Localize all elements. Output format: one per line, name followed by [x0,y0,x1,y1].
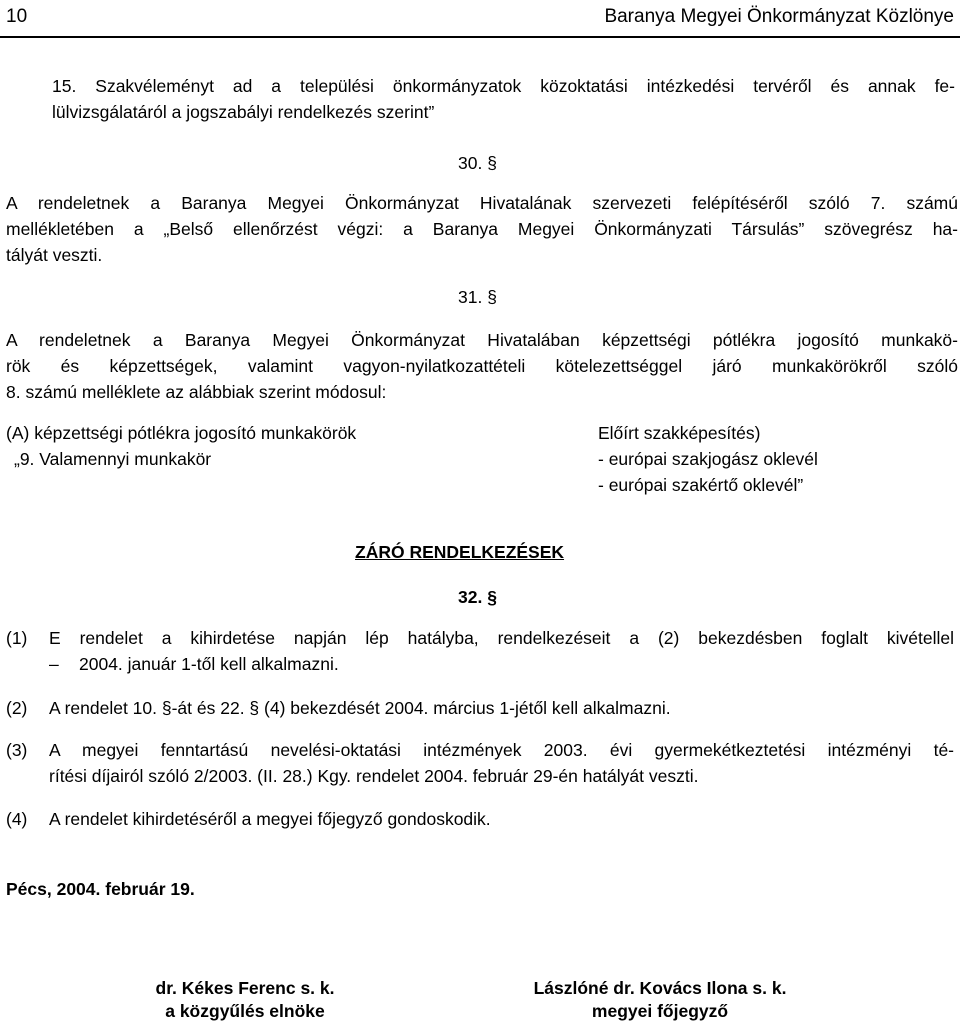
provision-2-line-1: A rendelet 10. §-át és 22. § (4) bekezdését 2004. március 1-jétől kell alkalmazni. [49,698,671,718]
provision-3-number: (3) [6,740,28,760]
left-signatory-title: a közgyűlés elnöke [165,1001,325,1021]
item-15-line-2: lülvizsgálatáról a jogszabályi rendelkezés szerint” [52,102,435,122]
table-requirement-2: - európai szakértő oklevél” [598,475,804,495]
provision-3-line-1: A megyei fenntartású nevelési-oktatási intézmények 2003. évi gyermekétkeztetési intézményi té- [49,740,954,760]
table-col1-header: (A) képzettségi pótlékra jogosító munkakörök [6,423,357,443]
section-31-line-2: rök és képzettségek, valamint vagyon-nyilatkozattételi kötelezettséggel járó munkakörökről szóló [6,356,958,376]
closing-title: ZÁRÓ RENDELKEZÉSEK [355,542,565,562]
section-30-heading: 30. § [458,153,497,173]
provision-1-line-1: E rendelet a kihirdetése napján lép hatályba, rendelkezéseit a (2) bekezdésben foglalt kivétellel [49,628,954,648]
provision-3-line-2: rítési díjairól szóló 2/2003. (II. 28.) Kgy. rendelet 2004. február 29-én hatályát veszti. [49,766,699,786]
provision-4-line-1: A rendelet kihirdetéséről a megyei főjegyző gondoskodik. [49,809,491,829]
header-divider [0,36,960,38]
section-30-line-2: mellékletében a „Belső ellenőrzést végzi: a Baranya Megyei Önkormányzati Társulás” szövegrész ha- [6,219,958,239]
place-date: Pécs, 2004. február 19. [6,879,195,899]
section-30-line-1: A rendeletnek a Baranya Megyei Önkormányzat Hivatalának szervezeti felépítéséről szóló 7. számú [6,193,958,213]
provision-2-number: (2) [6,698,28,718]
section-31-line-1: A rendeletnek a Baranya Megyei Önkormányzat Hivatalában képzettségi pótlékra jogosító munkakö- [6,330,958,350]
section-30-line-3: tályát veszti. [6,245,103,265]
provision-1-number: (1) [6,628,28,648]
journal-title: Baranya Megyei Önkormányzat Közlönye [604,6,954,27]
right-signatory-title: megyei főjegyző [591,1001,729,1021]
provision-1-line-2-dash: – [49,654,59,674]
table-row-label: „9. Valamennyi munkakör [14,449,212,469]
left-signatory-name: dr. Kékes Ferenc s. k. [155,978,335,998]
section-32-heading: 32. § [458,587,497,607]
right-signatory-name: Lászlóné dr. Kovács Ilona s. k. [533,978,787,998]
section-31-heading: 31. § [458,287,497,307]
page-number: 10 [6,6,28,27]
table-requirement-1: - európai szakjogász oklevél [598,449,818,469]
item-15-line-1: 15. Szakvéleményt ad a települési önkormányzatok közoktatási intézkedési tervéről és annak fe- [52,76,955,96]
table-col2-header: Előírt szakképesítés) [598,423,761,443]
section-31-line-3: 8. számú melléklete az alábbiak szerint módosul: [6,382,387,402]
provision-1-line-2: 2004. január 1-től kell alkalmazni. [79,654,339,674]
provision-4-number: (4) [6,809,28,829]
